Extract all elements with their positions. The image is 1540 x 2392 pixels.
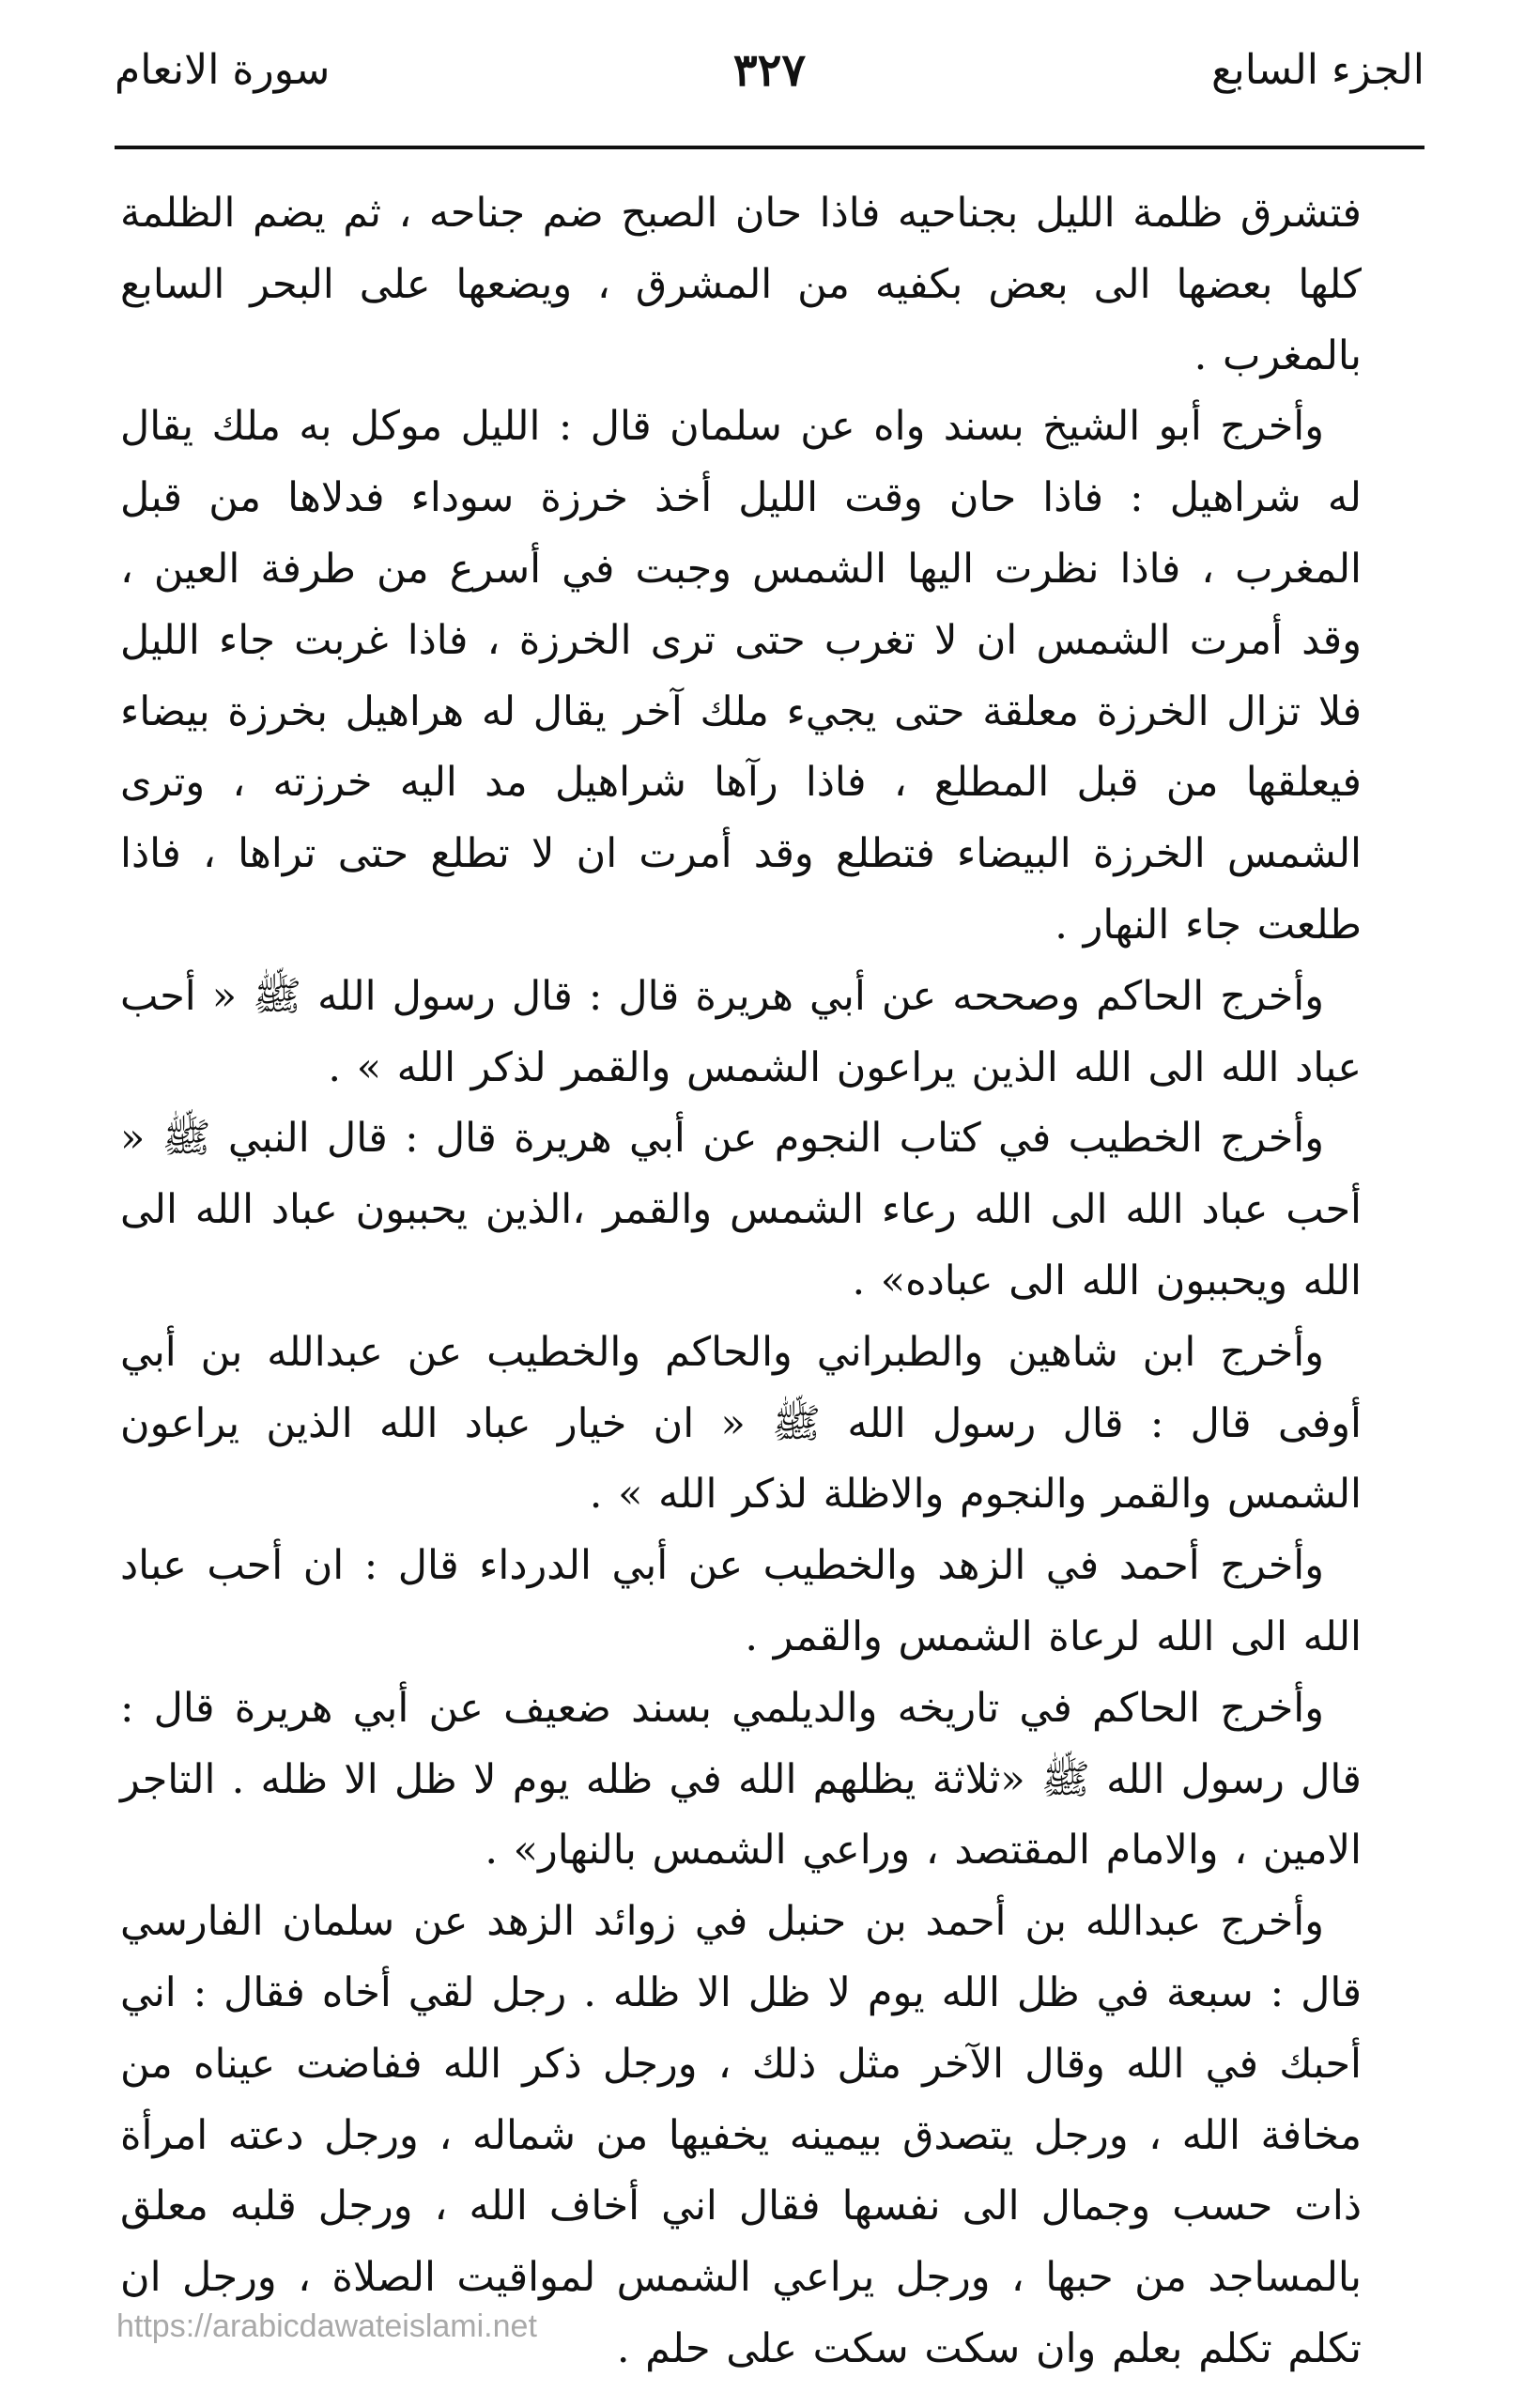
body-text xyxy=(120,178,1362,2385)
page-number: ٣٢٧ xyxy=(732,44,807,97)
paragraph: وأخرج أحمد في الزهد والخطيب عن أبي الدرداء قال : ان أحب عباد الله الى الله لرعاة الشمس والقمر . xyxy=(120,1542,1362,1660)
paragraph: وأخرج ابن شاهين والطبراني والحاكم والخطيب عن عبدالله بن أبي أوفى قال : قال رسول الله ﷺ « ان خيار عباد الله الذين يراعون الشمس والقمر والنجوم والاظلة لذكر الله » . xyxy=(120,1328,1362,1519)
paragraph: وأخرج أبو الشيخ بسند واه عن سلمان قال : الليل موكل به ملك يقال له شراهيل : فاذا حان وقت الليل أخذ خرزة سوداء فدلاها من قبل المغرب ، فاذا نظرت اليها الشمس وجبت في أسرع من طرفة العين ، وقد أمرت الشمس ان لا تغرب حتى ترى الخرزة ، فاذا غربت جاء الليل فلا تزال الخرزة معلقة حتى يجيء ملك آخر يقال له هراهيل بخرزة بيضاء فيعلقها من قبل المطلع ، فاذا رآها شراهيل مد اليه خرزته ، وترى الشمس الخرزة البيضاء فتطلع وقد أمرت ان لا تطلع حتى تراها ، فاذا طلعت جاء النهار . xyxy=(120,403,1362,949)
paragraph: وأخرج الحاكم وصححه عن أبي هريرة قال : قال رسول الله ﷺ « أحب عباد الله الى الله الذين يراعون الشمس والقمر لذكر الله » . xyxy=(120,972,1362,1091)
page-header xyxy=(115,38,1424,122)
paragraph: وأخرج الحاكم في تاريخه والديلمي بسند ضعيف عن أبي هريرة قال : قال رسول الله ﷺ «ثلاثة يظلهم الله في ظله يوم لا ظل الا ظله . التاجر الامين ، والامام المقتصد ، وراعي الشمس بالنهار» . xyxy=(120,1684,1362,1875)
surah-title: سورة الانعام xyxy=(115,46,331,94)
paragraph: فتشرق ظلمة الليل بجناحيه فاذا حان الصبح ضم جناحه ، ثم يضم الظلمة كلها بعضها الى بعض بكفيه من المشرق ، ويضعها على البحر السابع بالمغرب . xyxy=(120,190,1362,379)
watermark-url: https://arabicdawateislami.net xyxy=(116,2308,537,2344)
volume-title: الجزء السابع xyxy=(1211,46,1424,94)
paragraph: وأخرج عبدالله بن أحمد بن حنبل في زوائد الزهد عن سلمان الفارسي قال : سبعة في ظل الله يوم لا ظل الا ظله . رجل لقي أخاه فقال : اني أحبك في الله وقال الآخر مثل ذلك ، ورجل ذكر الله ففاضت عيناه من مخافة الله ، ورجل يتصدق بيمينه يخفيها من شماله ، ورجل دعته امرأة ذات حسب وجمال الى نفسها فقال اني أخاف الله ، ورجل قلبه معلق بالمساجد من حبها ، ورجل يراعي الشمس لمواقيت الصلاة ، ورجل ان تكلم تكلم بعلم وان سكت سكت على حلم . xyxy=(120,1898,1362,2372)
header-divider xyxy=(115,146,1424,149)
paragraph: وأخرج الخطيب في كتاب النجوم عن أبي هريرة قال : قال النبي ﷺ « أحب عباد الله الى الله رعاء الشمس والقمر ،الذين يحببون عباد الله الى الله ويحببون الله الى عباده» . xyxy=(120,1115,1362,1304)
